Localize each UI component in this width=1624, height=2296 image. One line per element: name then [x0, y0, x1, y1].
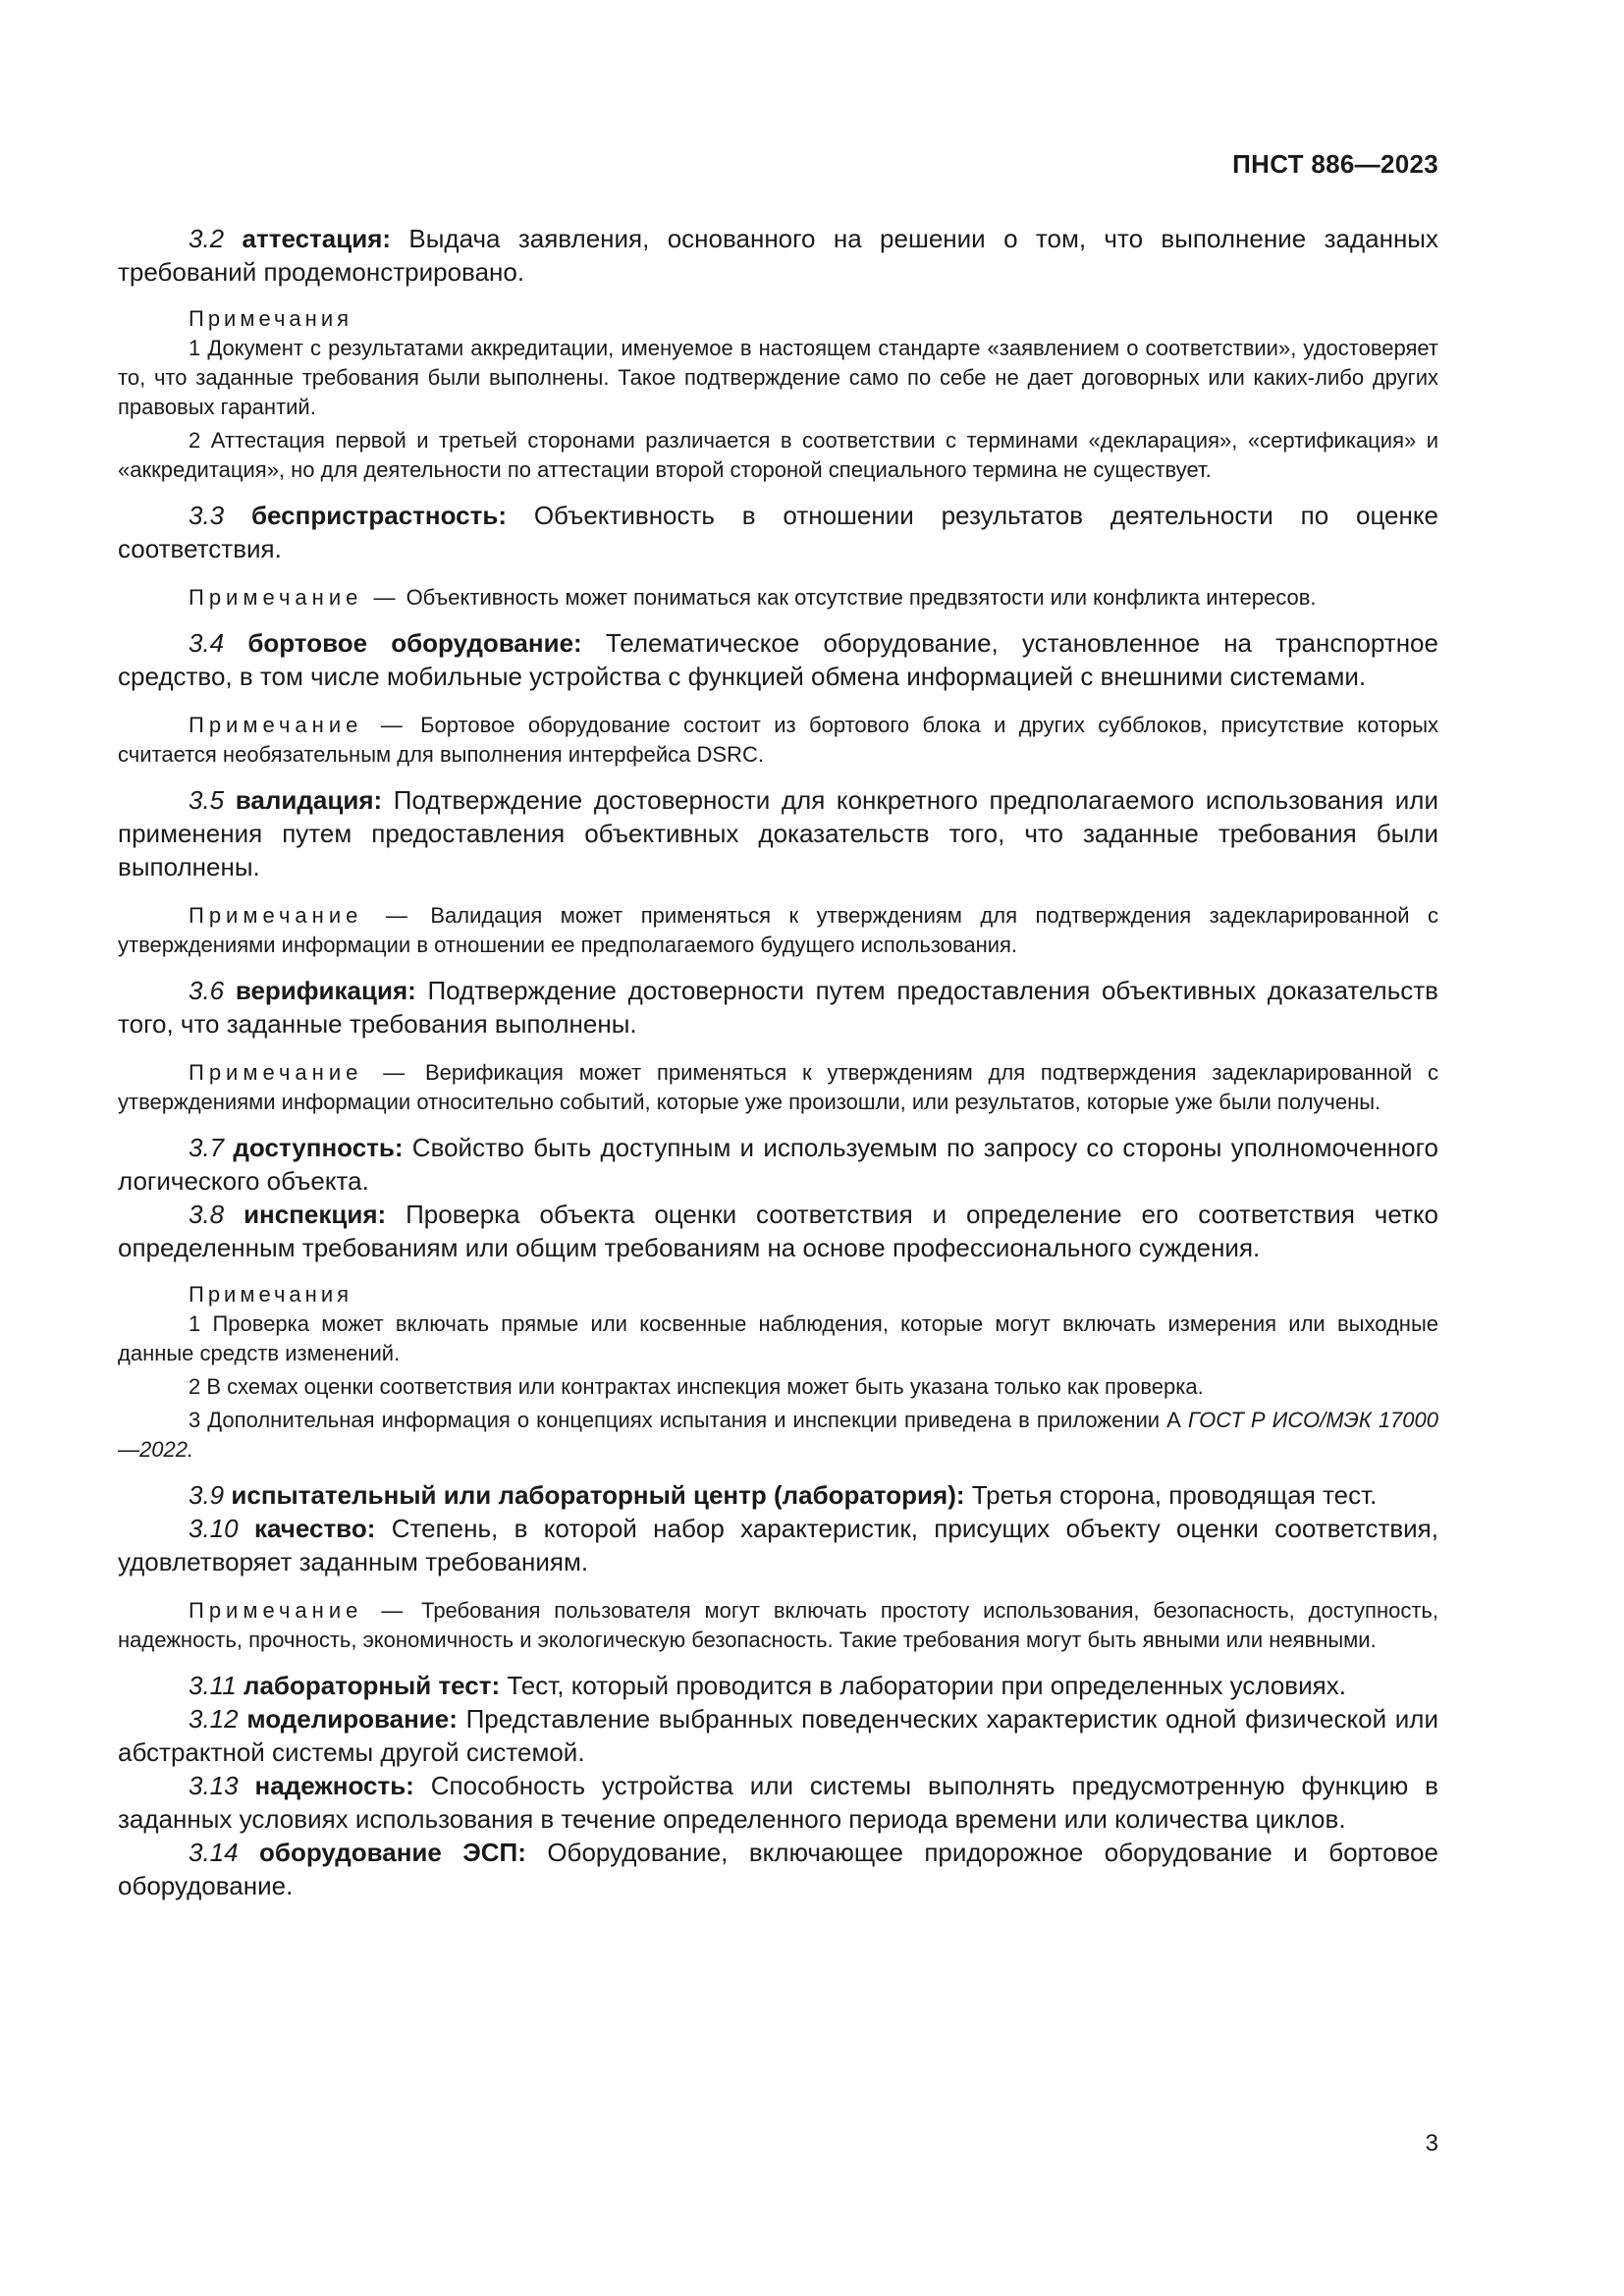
term-number: 3.3 — [189, 501, 225, 530]
term-number: 3.13 — [189, 1771, 239, 1800]
term-definition: Подтверждение достоверности путем предоставления объективных доказательств того, что заданные требования выполнены. — [118, 976, 1438, 1039]
note-item: 2 В схемах оценки соответствия или контрактах инспекция может быть указана только как проверка. — [189, 1374, 1204, 1399]
term-name: валидация: — [235, 785, 383, 815]
term-definition: Оборудование, включающее придорожное оборудование и бортовое оборудование. — [118, 1838, 1438, 1900]
document-body — [118, 222, 1438, 1902]
term-definition: Объективность в отношении результатов деятельности по оценке соответствия. — [118, 501, 1438, 563]
term-number: 3.9 — [189, 1480, 225, 1510]
term-3-9 — [118, 1478, 1438, 1512]
note-3-4 — [118, 711, 1438, 770]
note-3-3 — [118, 583, 1438, 613]
term-name: бортовое оборудование: — [247, 628, 582, 658]
note-item — [118, 1406, 1438, 1465]
term-3-7 — [118, 1131, 1438, 1198]
note-text: 3 Дополнительная информация о концепциях испытания и инспекции приведена в приложении А — [189, 1408, 1181, 1432]
term-definition: Степень, в которой набор характеристик, присущих объекту оценки соответствия, удовлетворяет заданным требованиям. — [118, 1514, 1438, 1576]
term-name: доступность: — [233, 1133, 404, 1162]
notes-title: Примечания — [189, 306, 353, 331]
note-label: Примечание — — [189, 1060, 410, 1085]
term-3-10 — [118, 1512, 1438, 1578]
term-3-5 — [118, 783, 1438, 883]
term-number: 3.10 — [189, 1514, 239, 1543]
term-name: верификация: — [235, 976, 416, 1005]
term-name: инспекция: — [244, 1200, 387, 1229]
note-text: Бортовое оборудование состоит из бортового блока и других субблоков, присутствие которых считается необязательным для выполнения интерфейса DSRC. — [118, 713, 1439, 767]
notes-3-2 — [118, 304, 1438, 485]
note-text: Объективность может пониматься как отсутствие предвзятости или конфликта интересов. — [400, 585, 1317, 610]
note-item: 1 Документ с результатами аккредитации, именуемое в настоящем стандарте «заявлением о соответствии», удостоверяет то, что заданные требования были выполнены. Такое подтверждение само по себе не дает договорных или каких-либо других правовых гарантий. — [118, 336, 1438, 419]
term-definition: Тест, который проводится в лаборатории при определенных условиях. — [500, 1671, 1346, 1700]
term-definition: Третья сторона, проводящая тест. — [964, 1480, 1378, 1510]
note-label: Примечание — — [189, 1598, 408, 1623]
note-3-10 — [118, 1596, 1438, 1655]
term-number: 3.2 — [189, 224, 225, 253]
term-number: 3.5 — [189, 785, 225, 815]
term-number: 3.4 — [189, 628, 225, 658]
page-number: 3 — [1425, 2130, 1438, 2157]
term-definition: Подтверждение достоверности для конкретного предполагаемого использования или применения путем предоставления объективных доказательств того, что заданные требования были выполнены. — [118, 785, 1438, 881]
term-3-2 — [118, 222, 1438, 289]
standard-reference: ГОСТ Р ИСО/МЭК 17000—2022. — [118, 1408, 1438, 1462]
document-id: ПНСТ 886—2023 — [1232, 149, 1438, 179]
note-3-5 — [118, 901, 1438, 960]
note-label: Примечание — — [189, 585, 401, 610]
term-definition: Телематическое оборудование, установленное на транспортное средство, в том числе мобильные устройства с функцией обмена информацией с внешними системами. — [118, 628, 1438, 691]
term-name: оборудование ЭСП: — [259, 1838, 526, 1867]
notes-title: Примечания — [189, 1282, 353, 1307]
notes-3-8 — [118, 1280, 1438, 1465]
term-name: беспристрастность: — [250, 501, 507, 530]
term-3-11 — [118, 1669, 1438, 1702]
term-number: 3.14 — [189, 1838, 239, 1867]
term-number: 3.6 — [189, 976, 225, 1005]
term-definition: Свойство быть доступным и используемым по запросу со стороны уполномоченного логического объекта. — [118, 1133, 1438, 1196]
note-text: Требования пользователя могут включать простоту использования, безопасность, доступность, надежность, прочность, экономичность и экологическую безопасность. Такие требования могут быть явными или неявными. — [118, 1598, 1439, 1652]
term-3-8 — [118, 1198, 1438, 1264]
term-number: 3.7 — [189, 1133, 225, 1162]
term-name: испытательный или лабораторный центр (лаборатория): — [231, 1480, 965, 1510]
note-item: 2 Аттестация первой и третьей сторонами различается в соответствии с терминами «декларация», «сертификация» и «аккредитация», но для деятельности по аттестации второй стороной специального термина не существует. — [118, 428, 1438, 482]
note-label: Примечание — — [189, 713, 407, 737]
term-number: 3.12 — [189, 1704, 239, 1734]
term-name: качество: — [253, 1514, 376, 1543]
term-definition: Проверка объекта оценки соответствия и определение его соответствия четко определенным требованиям или общим требованиям на основе профессионального суждения. — [118, 1200, 1438, 1262]
term-3-13 — [118, 1769, 1438, 1836]
note-text: Валидация может применяться к утверждениям для подтверждения задекларированной с утверждениями информации в отношении ее предполагаемого будущего использования. — [118, 903, 1439, 957]
term-3-14 — [118, 1836, 1438, 1902]
term-3-3 — [118, 499, 1438, 565]
note-text: Верификация может применяться к утверждениям для подтверждения задекларированной с утверждениями информации относительно событий, которые уже произошли, или результатов, которые уже были получены. — [118, 1060, 1439, 1114]
term-number: 3.8 — [189, 1200, 225, 1229]
term-name: надежность: — [254, 1771, 414, 1800]
term-name: лабораторный тест: — [243, 1671, 501, 1700]
term-name: аттестация: — [242, 224, 392, 253]
term-3-12 — [118, 1702, 1438, 1769]
note-3-6 — [118, 1058, 1438, 1117]
term-3-6 — [118, 974, 1438, 1041]
term-3-4 — [118, 626, 1438, 693]
note-item: 1 Проверка может включать прямые или косвенные наблюдения, которые могут включать измерения или выходные данные средств изменений. — [118, 1311, 1438, 1365]
note-label: Примечание — — [189, 903, 412, 928]
term-definition: Способность устройства или системы выполнять предусмотренную функцию в заданных условиях использования в течение определенного периода времени или количества циклов. — [118, 1771, 1438, 1834]
term-definition: Представление выбранных поведенческих характеристик одной физической или абстрактной системы другой системой. — [118, 1704, 1438, 1767]
term-number: 3.11 — [189, 1671, 237, 1700]
term-name: моделирование: — [246, 1704, 458, 1734]
term-definition: Выдача заявления, основанного на решении о том, что выполнение заданных требований продемонстрировано. — [118, 224, 1438, 287]
document-page — [118, 0, 1438, 2296]
